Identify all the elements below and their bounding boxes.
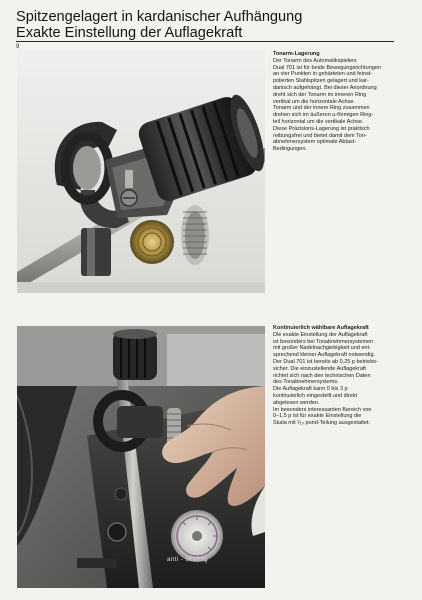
section-body-line: reibungsfrei und bietet damit dem Ton- [273,132,367,139]
section-body-line: Skala mit ¹⁄₁₀ pond-Teilung ausgestattet. [273,420,371,427]
section-body-line: Die Auflagekraft kann 0 bis 3 p [273,386,348,393]
section-body-line: drehen sich im äußeren u-förmigen Ring- [273,112,374,119]
section-body-line: 0–1,5 p ist für exakte Einstellung die [273,413,362,420]
header-rule [16,41,394,42]
page-headline [16,9,396,41]
section-body-line: dreht sich der Tonarm im inneren Ring [273,91,367,98]
section-body-line: ist besonders bei Tonabnehmersystemen [273,338,374,345]
tracking-force-photo [17,326,265,588]
anti-skating-label: anti - skating [167,557,209,563]
tracking-force-illustration [17,326,265,588]
section-body-line: polierten Stahlspitzen gelagert und kar- [273,78,369,85]
section-body-line: teil horizontal um die vertikale Achse. [273,118,364,125]
section-body-line: Tonarm und der innere Ring zusammen [273,105,370,112]
tonearm-bearing-illustration [17,50,265,293]
section-auflagekraft [273,325,399,427]
section-body-line: an vier Punkten in gehärteten und feinst- [273,71,373,78]
section-body-line: Der Dual 701 ist bereits ab 0,25 p betriebs- [273,358,378,365]
section-body-line: sicher. Die einzustellende Auflagekraft [273,365,366,372]
section-body-line: Die exakte Einstellung der Auflagekraft [273,331,368,338]
page-number: 9 [16,44,20,50]
section-body-line: sprechend kleiner Auflagekraft notwendig. [273,352,376,359]
section-body-line: danisch aufgehängt. Bei dieser Anordnung [273,84,377,91]
section-body-line: Diese Präzisions-Lagerung ist praktisch [273,125,370,132]
section-tonarm-lagerung [273,51,399,153]
tonearm-bearing-photo [17,50,265,293]
section-body-line: Dual 701 ist für beide Bewegungsrichtungen [273,64,381,71]
section-body-line: mit großer Nadelnachgiebigkeit und ent- [273,345,371,352]
section-body-line: vertikal um die horizontale Achse. [273,98,355,105]
section-body-line: abnehmersystem optimale Abtast- [273,139,357,146]
section-body-line: kontinuierlich eingestellt und direkt [273,392,358,399]
section-body-line: Im besonders interessanten Bereich von [273,406,372,413]
section-title: Tonarm-Lagerung [273,51,320,57]
section-body-line: Der Tonarm des Automatikspielers [273,57,357,64]
section-body-line: Bedingungen. [273,146,307,153]
headline-line-1: Spitzengelagert in kardanischer Aufhängung [16,9,303,25]
headline-line-2: Exakte Einstellung der Auflagekraft [16,25,243,41]
section-body-line: richtet sich nach den technischen Daten [273,372,371,379]
section-title: Kontinuierlich wählbare Auflagekraft [273,325,369,331]
section-body-line: abgelesen werden. [273,399,320,406]
section-body-line: des Tonabnehmersystems. [273,379,339,386]
